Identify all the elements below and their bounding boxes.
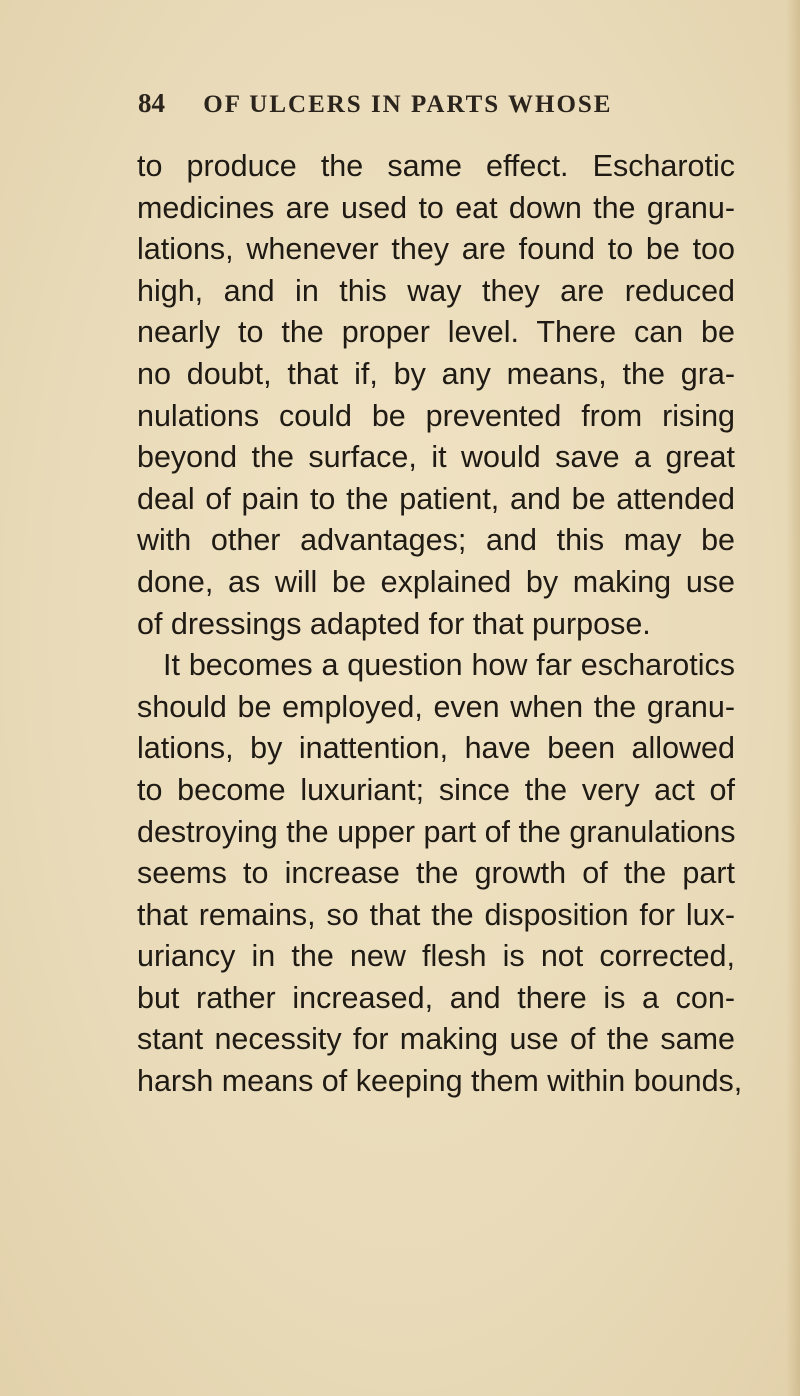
text-line-paragraph-end: of dressings adapted for that purpose. [137, 606, 651, 641]
text-line: high, and in this way they are reduced [137, 273, 735, 308]
text-line: to become luxuriant; since the very act of [137, 772, 735, 807]
text-line: nearly to the proper level. There can be [137, 315, 735, 350]
page-number: 84 [138, 88, 165, 118]
text-line: uriancy in the new flesh is not corrected, [137, 939, 735, 974]
text-line: stant necessity for making use of the same [137, 1022, 735, 1057]
text-line: deal of pain to the patient, and be attended [137, 481, 735, 516]
text-line: beyond the surface, it would save a great [137, 440, 735, 475]
text-line: destroying the upper part of the granulations [137, 814, 736, 849]
page-edge-shadow [786, 0, 800, 1396]
text-line: lations, by inattention, have been allowed [137, 731, 735, 766]
text-line: to produce the same effect. Escharotic [137, 149, 735, 183]
text-line: nulations could be prevented from rising [137, 398, 735, 433]
text-line: with other advantages; and this may be [137, 523, 735, 558]
text-line: should be employed, even when the granu- [137, 689, 735, 724]
text-line-paragraph-start: It becomes a question how far escharotics [163, 648, 735, 683]
text-line: medicines are used to eat down the granu- [137, 190, 735, 225]
page-header [138, 88, 658, 124]
text-line: done, as will be explained by making use [137, 564, 735, 599]
text-line: no doubt, that if, by any means, the gra- [137, 356, 735, 391]
body-text [137, 146, 743, 1103]
text-line: lations, whenever they are found to be too [137, 232, 735, 267]
text-line: harsh means of keeping them within bounds, [137, 1064, 743, 1099]
text-line: that remains, so that the disposition for lux- [137, 897, 735, 932]
text-line: but rather increased, and there is a con- [137, 980, 735, 1015]
text-line: seems to increase the growth of the part [137, 856, 735, 891]
running-head: OF ULCERS IN PARTS WHOSE [203, 91, 613, 118]
